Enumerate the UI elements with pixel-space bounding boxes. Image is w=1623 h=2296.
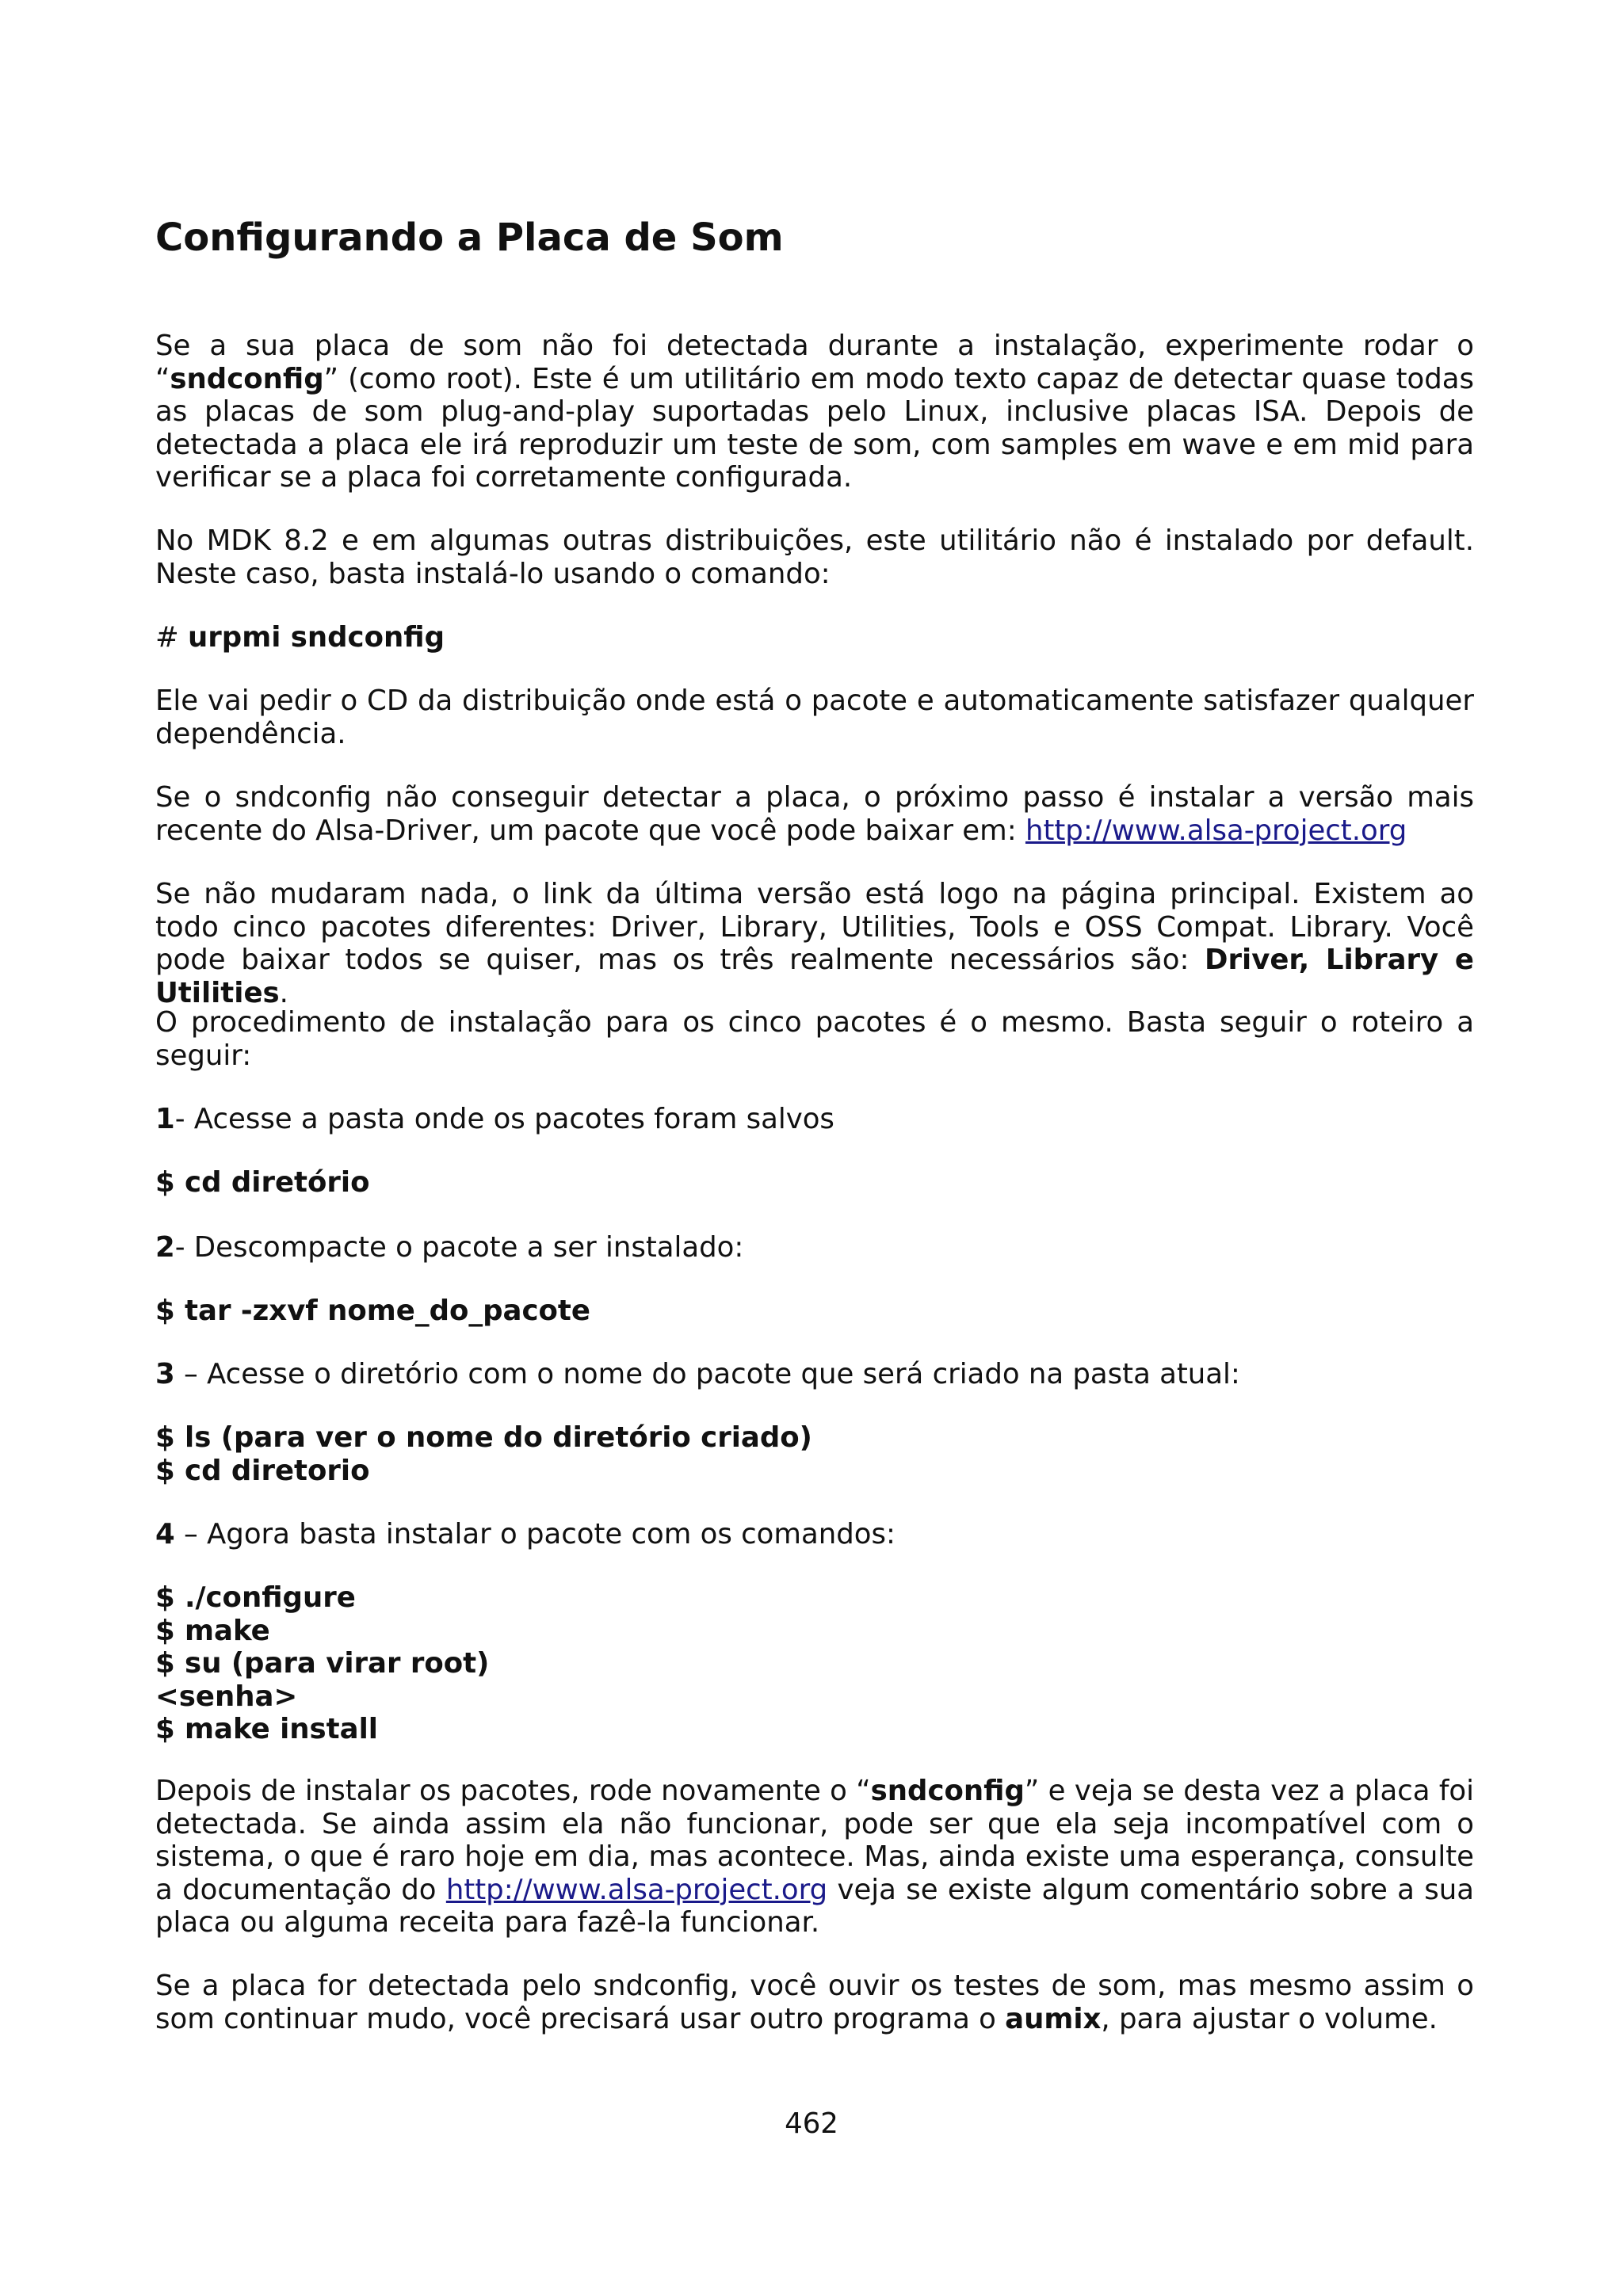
step-text: - Acesse a pasta onde os pacotes foram salvos (174, 1103, 834, 1135)
paragraph-text: . (279, 976, 288, 1009)
paragraph-text: ” e veja se desta vez a placa foi detectada. Se ainda assim ela não funcionar, pode ser que ela seja incompatível com o sistema, o que é raro hoje em dia, mas acontece. Mas, ainda existe uma esperança, consulte a documentação do (155, 1775, 1474, 1906)
paragraph-text: veja se existe algum comentário sobre a sua placa ou alguma receita para fazê-la funcionar. (155, 1873, 1474, 1939)
paragraph-cd: Ele vai pedir o CD da distribuição onde está o pacote e automaticamente satisfazer qualquer dependência. (155, 685, 1474, 750)
aumix-emphasis: aumix (1005, 2002, 1102, 2035)
paragraph-after-install (155, 1775, 1474, 1939)
alsa-project-link[interactable]: http://www.alsa-project.org (1025, 814, 1407, 847)
step-text: – Acesse o diretório com o nome do pacote que será criado na pasta atual: (174, 1358, 1240, 1390)
command-line: $ cd diretorio (155, 1454, 370, 1487)
command-line: $ ./configure (155, 1581, 356, 1614)
step-number: 1 (155, 1103, 175, 1135)
step-text: - Descompacte o pacote a ser instalado: (174, 1231, 744, 1264)
required-packages-emphasis: Driver, Library e Utilities (155, 944, 1474, 1009)
command-text: urpmi sndconfig (188, 621, 445, 654)
step-number: 4 (155, 1518, 175, 1550)
command-urpmi (155, 621, 1474, 654)
paragraph-text: Se o sndconfig não conseguir detectar a placa, o próximo passo é instalar a versão mais recente do Alsa-Driver, um pacote que você pode baixar em: (155, 781, 1474, 847)
paragraph-aumix (155, 1970, 1474, 2035)
paragraph-text: ” (como root). Este é um utilitário em modo texto capaz de detectar quase todas as placas de som plug-and-play suportadas pelo Linux, inclusive placas ISA. Depois de detectada a placa ele irá reproduzir um teste de som, com samples em wave e em mid para verificar se a placa foi corretamente configurada. (155, 362, 1474, 494)
sndconfig-emphasis: sndconfig (170, 362, 324, 395)
step-3 (155, 1358, 1474, 1391)
command-prompt: # (155, 621, 189, 654)
command-line: $ make install (155, 1713, 378, 1745)
paragraph-text: Se não mudaram nada, o link da última versão está logo na página principal. Existem ao todo cinco pacotes diferentes: Driver, Library, Utilities, Tools e OSS Compat. Library. Você pode baixar todos se quiser, mas os três realmente necessários são: (155, 878, 1474, 976)
command-cd: $ cd diretório (155, 1166, 370, 1199)
step-number: 2 (155, 1231, 175, 1264)
paragraph-text: Se a placa for detectada pelo sndconfig, você ouvir os testes de som, mas mesmo assim o som continuar mudo, você precisará usar outro programa o (155, 1970, 1474, 2035)
step-1 (155, 1103, 1474, 1136)
paragraph-text: Se a sua placa de som não foi detectada durante a instalação, experimente rodar o “ (155, 330, 1474, 395)
paragraph-text: , para ajustar o volume. (1101, 2002, 1438, 2035)
command-block-install (155, 1581, 1474, 1746)
command-line: $ make (155, 1614, 270, 1647)
page-number: 462 (785, 2107, 838, 2140)
command-line: $ su (para virar root) (155, 1647, 490, 1680)
command-line: $ ls (para ver o nome do diretório criado) (155, 1421, 812, 1454)
paragraph-intro (155, 330, 1474, 494)
paragraph-alsa (155, 781, 1474, 847)
step-2 (155, 1231, 1474, 1264)
paragraph-procedure: O procedimento de instalação para os cinco pacotes é o mesmo. Basta seguir o roteiro a seguir: (155, 1006, 1474, 1072)
step-number: 3 (155, 1358, 175, 1390)
command-line: <senha> (155, 1680, 298, 1713)
step-text: – Agora basta instalar o pacote com os comandos: (174, 1518, 896, 1550)
alsa-project-link[interactable]: http://www.alsa-project.org (445, 1873, 828, 1906)
paragraph-packages (155, 878, 1474, 1009)
step-4 (155, 1518, 1474, 1551)
command-tar: $ tar -zxvf nome_do_pacote (155, 1295, 590, 1327)
command-block-ls (155, 1421, 1474, 1487)
paragraph-text: Depois de instalar os pacotes, rode novamente o “ (155, 1775, 871, 1807)
sndconfig-emphasis: sndconfig (870, 1775, 1025, 1807)
page-title: Configurando a Placa de Som (155, 215, 784, 260)
paragraph-mdk: No MDK 8.2 e em algumas outras distribuições, este utilitário não é instalado por default. Neste caso, basta instalá-lo usando o comando: (155, 524, 1474, 590)
